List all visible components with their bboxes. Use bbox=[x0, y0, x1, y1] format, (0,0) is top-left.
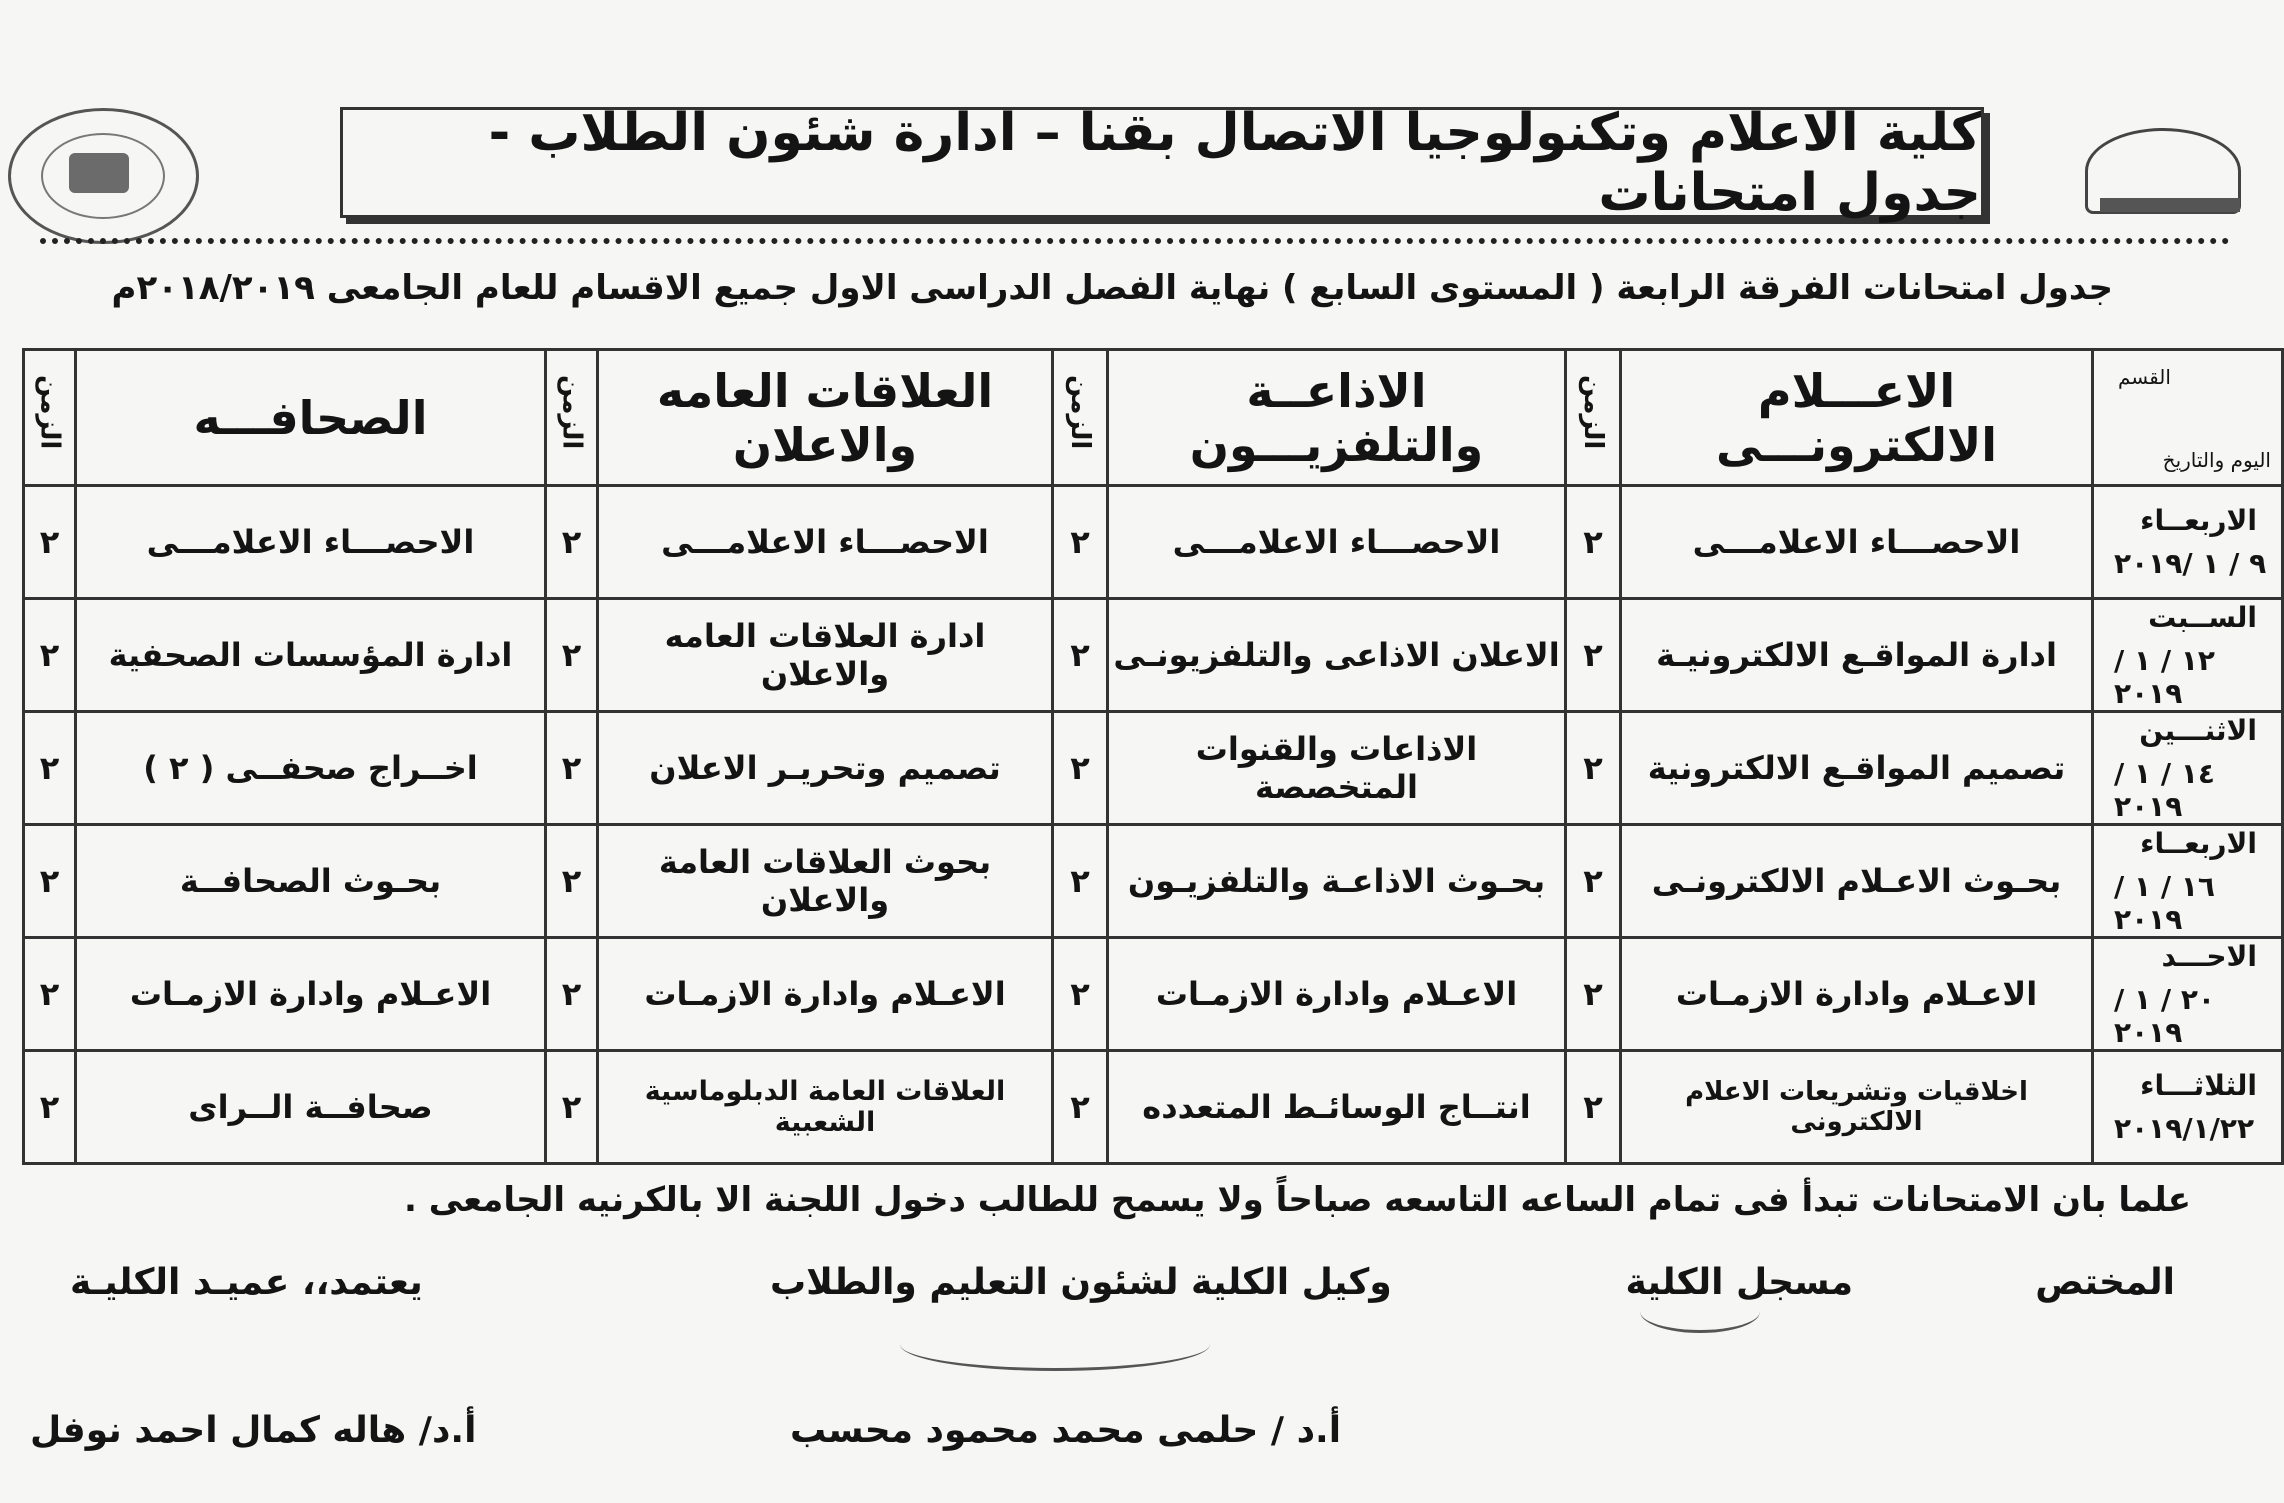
department-header: العلاقات العامه والاعلان bbox=[598, 350, 1053, 486]
date-cell: الاحـــد ٢٠ / ١ / ٢٠١٩ bbox=[2093, 938, 2283, 1051]
date-cell: الســبت ١٢ / ١ / ٢٠١٩ bbox=[2093, 599, 2283, 712]
table-row bbox=[24, 825, 2283, 938]
duration-header: الزمن bbox=[546, 350, 598, 486]
subject-cell: الاذاعات والقنوات المتخصصة bbox=[1108, 712, 1566, 825]
logo-emblem-icon bbox=[69, 153, 129, 193]
subject-cell: بحـوث الصحافــة bbox=[76, 825, 546, 938]
signature-vice-dean: وكيل الكلية لشئون التعليم والطلاب bbox=[770, 1262, 1392, 1303]
duration-header: الزمن bbox=[1566, 350, 1621, 486]
table-header-row bbox=[24, 350, 2283, 486]
subject-cell: ادارة المواقـع الالكترونيـة bbox=[1621, 599, 2093, 712]
duration-cell: ٢ bbox=[1053, 486, 1108, 599]
signature-specialist: المختص bbox=[2035, 1262, 2175, 1303]
subject-cell: الاحصـــاء الاعلامـــى bbox=[76, 486, 546, 599]
subject-cell: الاعلان الاذاعى والتلفزيونـى bbox=[1108, 599, 1566, 712]
corner-date-label: اليوم والتاريخ bbox=[2162, 448, 2271, 472]
subject-cell: العلاقات العامة الدبلوماسية الشعبية bbox=[598, 1051, 1053, 1164]
duration-cell: ٢ bbox=[24, 599, 76, 712]
subject-cell: ادارة العلاقات العامه والاعلان bbox=[598, 599, 1053, 712]
subject-cell: الاحصـــاء الاعلامـــى bbox=[1621, 486, 2093, 599]
subject-cell: الاعـلام وادارة الازمـات bbox=[1108, 938, 1566, 1051]
duration-cell: ٢ bbox=[24, 712, 76, 825]
table-row bbox=[24, 1051, 2283, 1164]
dean-name: أ.د/ هاله كمال احمد نوفل bbox=[30, 1410, 477, 1451]
exam-note: علما بان الامتحانات تبدأ فى تمام الساعه التاسعه صباحاً ولا يسمح للطالب دخول اللجنة الا بالكرنيه الجامعى . bbox=[403, 1180, 2191, 1220]
duration-cell: ٢ bbox=[546, 712, 598, 825]
duration-cell: ٢ bbox=[1053, 938, 1108, 1051]
date-cell: الاثنـــين ١٤ / ١ /٢٠١٩ bbox=[2093, 712, 2283, 825]
table-row bbox=[24, 938, 2283, 1051]
department-header: الصحافـــه bbox=[76, 350, 546, 486]
department-header: الاعـــلام الالكترونـــى bbox=[1621, 350, 2093, 486]
subject-cell: تصميم وتحريـر الاعلان bbox=[598, 712, 1053, 825]
date-cell: الثلاثـــاء ٢٠١٩/١/٢٢ bbox=[2093, 1051, 2283, 1164]
subject-cell: بحـوث الاعـلام الالكترونـى bbox=[1621, 825, 2093, 938]
subject-cell: الاحصـــاء الاعلامـــى bbox=[598, 486, 1053, 599]
subject-cell: الاحصـــاء الاعلامـــى bbox=[1108, 486, 1566, 599]
duration-cell: ٢ bbox=[1566, 486, 1621, 599]
duration-cell: ٢ bbox=[546, 1051, 598, 1164]
corner-department-label: القسم bbox=[2118, 365, 2171, 389]
signature-dean: يعتمد،، عميـد الكليـة bbox=[70, 1262, 423, 1303]
subject-cell: ادارة المؤسسات الصحفية bbox=[76, 599, 546, 712]
subject-cell: الاعـلام وادارة الازمـات bbox=[598, 938, 1053, 1051]
date-cell: الاربعــاء ١٦ / ١ /٢٠١٩ bbox=[2093, 825, 2283, 938]
subject-cell: بحـوث الاذاعـة والتلفزيـون bbox=[1108, 825, 1566, 938]
duration-cell: ٢ bbox=[24, 486, 76, 599]
schedule-subtitle: جدول امتحانات الفرقة الرابعة ( المستوى السابع ) نهاية الفصل الدراسى الاول جميع الاقسام للعام الجامعى ٢٠١٨/٢٠١٩م bbox=[111, 268, 2113, 308]
duration-cell: ٢ bbox=[1566, 938, 1621, 1051]
college-logo bbox=[8, 108, 199, 244]
duration-cell: ٢ bbox=[546, 938, 598, 1051]
vice-dean-signature-mark bbox=[900, 1318, 1210, 1371]
duration-cell: ٢ bbox=[1566, 825, 1621, 938]
table-row bbox=[24, 486, 2283, 599]
logo-ribbon bbox=[2100, 198, 2240, 212]
subject-cell: اخــراج صحفــى ( ٢ ) bbox=[76, 712, 546, 825]
duration-cell: ٢ bbox=[546, 599, 598, 712]
subject-cell: تصميم المواقـع الالكترونية bbox=[1621, 712, 2093, 825]
registrar-signature-mark bbox=[1640, 1290, 1760, 1333]
corner-cell bbox=[2093, 350, 2283, 486]
duration-cell: ٢ bbox=[24, 1051, 76, 1164]
duration-cell: ٢ bbox=[24, 825, 76, 938]
subject-cell: الاعـلام وادارة الازمـات bbox=[76, 938, 546, 1051]
table-row bbox=[24, 599, 2283, 712]
duration-header: الزمن bbox=[24, 350, 76, 486]
duration-header: الزمن bbox=[1053, 350, 1108, 486]
signature-registrar: مسجل الكلية bbox=[1625, 1262, 1853, 1303]
vice-dean-name: أ.د / حلمى محمد محمود محسب bbox=[790, 1410, 1342, 1451]
department-header: الاذاعــة والتلفزيـــون bbox=[1108, 350, 1566, 486]
title-box bbox=[340, 102, 1984, 223]
university-logo bbox=[2075, 108, 2255, 223]
star-divider bbox=[40, 238, 2230, 264]
subject-cell: الاعـلام وادارة الازمـات bbox=[1621, 938, 2093, 1051]
page-title: كلية الاعلام وتكنولوجيا الاتصال بقنا – ادارة شئون الطلاب - جدول امتحانات bbox=[488, 102, 1981, 223]
duration-cell: ٢ bbox=[1053, 825, 1108, 938]
exam-table bbox=[22, 348, 2284, 1165]
duration-cell: ٢ bbox=[546, 486, 598, 599]
duration-cell: ٢ bbox=[1053, 1051, 1108, 1164]
subject-cell: اخلاقيات وتشريعات الاعلام الالكترونى bbox=[1621, 1051, 2093, 1164]
date-cell: الاربعــاء ٩ / ١ /٢٠١٩ bbox=[2093, 486, 2283, 599]
table-row bbox=[24, 712, 2283, 825]
duration-cell: ٢ bbox=[1053, 712, 1108, 825]
subject-cell: بحوث العلاقات العامة والاعلان bbox=[598, 825, 1053, 938]
duration-cell: ٢ bbox=[24, 938, 76, 1051]
duration-cell: ٢ bbox=[1053, 599, 1108, 712]
duration-cell: ٢ bbox=[1566, 712, 1621, 825]
duration-cell: ٢ bbox=[1566, 599, 1621, 712]
duration-cell: ٢ bbox=[1566, 1051, 1621, 1164]
subject-cell: انتــاج الوسائـط المتعدده bbox=[1108, 1051, 1566, 1164]
duration-cell: ٢ bbox=[546, 825, 598, 938]
subject-cell: صحافــة الــراى bbox=[76, 1051, 546, 1164]
